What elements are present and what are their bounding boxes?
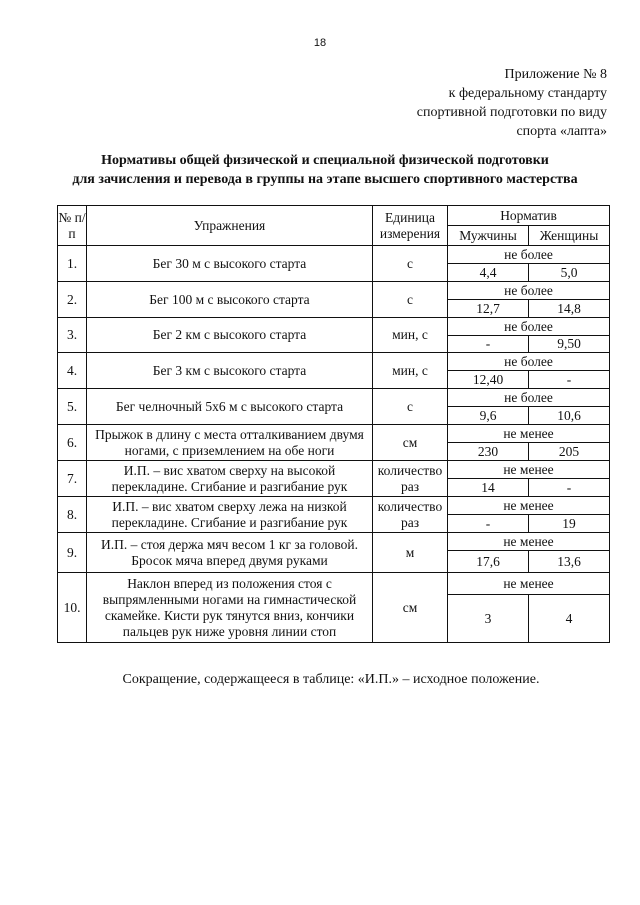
exercise-name: И.П. – вис хватом сверху лежа на низкой перекладине. Сгибание и разгибание рук <box>87 497 373 533</box>
men-value: - <box>448 336 529 353</box>
norm-condition: не более <box>448 318 610 336</box>
women-value: 14,8 <box>529 300 610 318</box>
title-line: Нормативы общей физической и специальной физической подготовки <box>101 153 549 168</box>
table-row <box>58 246 610 264</box>
footnote: Сокращение, содержащееся в таблице: «И.П.» – исходное положение. <box>122 672 540 687</box>
exercise-name: Бег 100 м с высокого старта <box>87 282 373 318</box>
table-row <box>58 573 610 595</box>
unit-cell: см <box>373 573 448 643</box>
header-exercise: Упражнения <box>87 206 373 246</box>
row-number: 8. <box>58 497 87 533</box>
table-row <box>58 497 610 515</box>
table-row <box>58 389 610 407</box>
men-value: - <box>448 515 529 533</box>
header-row <box>58 206 610 226</box>
unit-cell: см <box>373 425 448 461</box>
men-value: 14 <box>448 479 529 497</box>
norm-condition: не менее <box>448 497 610 515</box>
men-value: 4,4 <box>448 264 529 282</box>
appendix-line: к федеральному стандарту <box>448 86 607 101</box>
women-value: 19 <box>529 515 610 533</box>
table-row <box>58 425 610 443</box>
row-number: 10. <box>58 573 87 643</box>
row-number: 6. <box>58 425 87 461</box>
row-number: 4. <box>58 353 87 389</box>
page-number: 18 <box>313 37 327 49</box>
men-value: 12,7 <box>448 300 529 318</box>
men-value: 3 <box>448 595 529 643</box>
table-row <box>58 533 610 551</box>
men-value: 9,6 <box>448 407 529 425</box>
row-number: 3. <box>58 318 87 353</box>
header-unit: Единица измерения <box>373 206 448 246</box>
women-value: 10,6 <box>529 407 610 425</box>
appendix-line: Приложение № 8 <box>504 67 607 82</box>
header-norm: Норматив <box>448 206 610 226</box>
header-num: № п/п <box>58 206 87 246</box>
exercise-name: Бег 3 км с высокого старта <box>87 353 373 389</box>
table-body <box>58 246 610 643</box>
unit-cell: с <box>373 246 448 282</box>
exercise-name: Бег челночный 5х6 м с высокого старта <box>87 389 373 425</box>
table-row <box>58 318 610 336</box>
norm-condition: не менее <box>448 425 610 443</box>
exercise-name: Бег 30 м с высокого старта <box>87 246 373 282</box>
unit-cell: количество раз <box>373 497 448 533</box>
header-men: Мужчины <box>448 226 529 246</box>
document-title <box>30 151 620 189</box>
appendix-line: спорта «лапта» <box>516 124 607 139</box>
unit-cell: с <box>373 389 448 425</box>
norm-condition: не менее <box>448 461 610 479</box>
women-value: 205 <box>529 443 610 461</box>
norm-condition: не более <box>448 353 610 371</box>
unit-cell: мин, с <box>373 318 448 353</box>
unit-cell: количество раз <box>373 461 448 497</box>
women-value: 4 <box>529 595 610 643</box>
norm-condition: не менее <box>448 573 610 595</box>
row-number: 9. <box>58 533 87 573</box>
women-value: - <box>529 371 610 389</box>
row-number: 5. <box>58 389 87 425</box>
appendix-line: спортивной подготовки по виду <box>416 105 607 120</box>
men-value: 17,6 <box>448 551 529 573</box>
women-value: - <box>529 479 610 497</box>
header-women: Женщины <box>529 226 610 246</box>
unit-cell: с <box>373 282 448 318</box>
row-number: 7. <box>58 461 87 497</box>
women-value: 13,6 <box>529 551 610 573</box>
exercise-name: И.П. – стоя держа мяч весом 1 кг за головой. Бросок мяча вперед двумя руками <box>87 533 373 573</box>
exercise-name: И.П. – вис хватом сверху на высокой перекладине. Сгибание и разгибание рук <box>87 461 373 497</box>
appendix-header <box>417 65 607 141</box>
exercise-name: Бег 2 км с высокого старта <box>87 318 373 353</box>
men-value: 230 <box>448 443 529 461</box>
women-value: 9,50 <box>529 336 610 353</box>
table-row <box>58 282 610 300</box>
exercise-name: Наклон вперед из положения стоя с выпрямленными ногами на гимнастической скамейке. Кисти рук тянутся вниз, кончики пальцев рук ниже уровня линии стоп <box>87 573 373 643</box>
norm-condition: не менее <box>448 533 610 551</box>
norm-condition: не более <box>448 282 610 300</box>
women-value: 5,0 <box>529 264 610 282</box>
table-row <box>58 353 610 371</box>
unit-cell: м <box>373 533 448 573</box>
norm-condition: не более <box>448 389 610 407</box>
men-value: 12,40 <box>448 371 529 389</box>
norm-condition: не более <box>448 246 610 264</box>
row-number: 2. <box>58 282 87 318</box>
exercise-name: Прыжок в длину с места отталкиванием двумя ногами, с приземлением на обе ноги <box>87 425 373 461</box>
unit-cell: мин, с <box>373 353 448 389</box>
title-line: для зачисления и перевода в группы на этапе высшего спортивного мастерства <box>72 172 578 187</box>
standards-table <box>57 205 610 643</box>
table-row <box>58 461 610 479</box>
row-number: 1. <box>58 246 87 282</box>
